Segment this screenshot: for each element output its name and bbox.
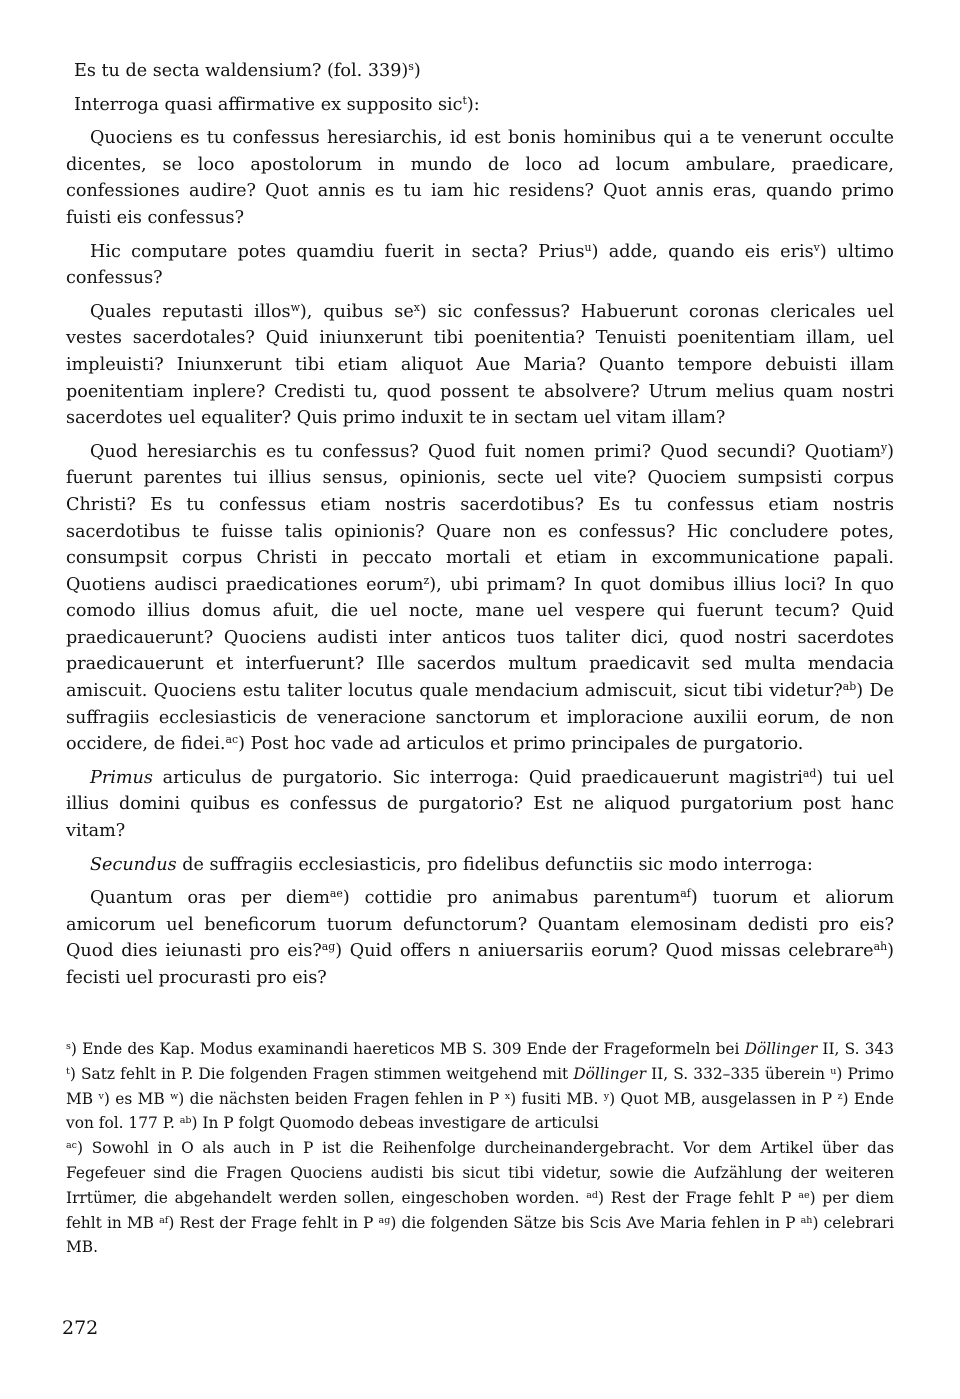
text-run: ) per diem fehlt in MB — [66, 1188, 894, 1232]
text-run: ) In P folgt Quomodo debeas investigare de articulsi — [191, 1114, 599, 1133]
text-run: ) ultimo confessus? — [66, 241, 894, 289]
text-run: ) Quid offers n aniuersariis eorum? Quod missas celebrare — [335, 941, 874, 962]
text-run: ) De suffragiis ecclesiasticis de veneracione sanctorum et imploracione auxilii eorum, de non occidere, de fidei. — [66, 681, 894, 755]
text-run: ), ubi primam? In quot domibus illius loci? In quo comodo illius domus afuit, die uel nocte, mane uel vespere qui fuerunt tecum? Quid praedicauerunt? Quociens audisti inter anticos tuos taliter dici, quod nostri sacerdotes praedicauerunt et interfuerunt? Ille sacerdos multum praedicavit sed multa mendacia amiscuit. Quociens estu taliter locutus quale mendacium admiscuit, sicut tibi videtur? — [66, 574, 894, 702]
footnote-marker: ac — [225, 733, 239, 747]
footnote-marker: ah — [800, 1214, 813, 1226]
footnote-marker: w — [290, 300, 300, 314]
footnote-marker: w — [170, 1090, 179, 1102]
footnote-marker: x — [413, 300, 420, 314]
text-run: II, S. 343 — [817, 1040, 894, 1058]
footnotes — [66, 1037, 894, 1260]
text-run: Es tu de secta waldensium? (fol. 339) — [74, 61, 409, 81]
footnote-marker: x — [504, 1090, 511, 1102]
footnote — [66, 1136, 894, 1260]
text-run: articulus de purgatorio. Sic interroga: Quid praedicauerunt magistri — [152, 767, 803, 788]
footnote-marker: ab — [179, 1115, 192, 1127]
text-run: ) adde, quando eis eris — [591, 241, 814, 262]
text-run: de suffragiis ecclesiasticis, pro fidelibus defunctiis sic modo interroga: — [176, 854, 813, 875]
text-run: Quociens es tu confessus heresiarchis, id est bonis hominibus qui a te venerunt occulte dicentes, se loco apostolorum in mundo de loco ad locum ambulare, praedicare, confessiones audire? Quot annis es tu iam hic residens? Quot annis eras, quando primo fuisti eis confessus? — [66, 128, 894, 228]
footnote-marker: y — [880, 440, 888, 454]
paragraph — [66, 885, 894, 991]
text-run: ) Satz fehlt in P. Die folgenden Fragen stimmen weitgehend mit — [69, 1064, 574, 1083]
text-run: ) sic confessus? Habuerunt coronas clericales uel vestes sacerdotales? Quid iniunxerunt tibi poenitentia? Tenuisti poenitentiam illam, uel impleuisti? Iniunxerunt tibi etiam aliquot Aue Maria? Quanto tempore debuisti illam poenitentiam inplere? Credisti tu, quod possent te absolvere? Utrum melius quam nostri sacerdotes uel equaliter? Quis primo induxit te in sectam uel vitam illam? — [66, 301, 894, 429]
text-run: ) die folgenden Sätze bis Scis Ave Maria fehlen in P — [390, 1213, 801, 1232]
footnote-marker: y — [603, 1090, 610, 1102]
text-run: ): — [466, 94, 480, 115]
footnote-marker: ac — [66, 1139, 78, 1151]
footnote-marker: ab — [842, 680, 857, 694]
text-run: ) Rest der Frage fehlt P — [597, 1188, 799, 1207]
footnote-marker: af — [159, 1214, 169, 1226]
footnote-marker: z — [423, 573, 430, 587]
text-run: ) Rest der Frage fehlt in P — [168, 1213, 379, 1232]
text-run: ) fecisti uel procurasti pro eis? — [66, 941, 895, 988]
text-run: ), quibus se — [299, 301, 414, 322]
italic-text: Secundus — [90, 854, 177, 875]
text-run: ) cottidie pro animabus parentum — [342, 888, 681, 909]
main-text — [66, 58, 894, 999]
footnote-marker: v — [98, 1090, 104, 1102]
footnote-marker: ae — [798, 1189, 810, 1201]
italic-text: Döllinger — [744, 1040, 818, 1058]
footnote-marker: v — [813, 240, 820, 254]
text-run: ) fuerunt parentes tui illius sensus, opinionis, secte uel vite? Quociem sumpsisti corpus Christi? Es tu confessus etiam nostris sacerdotibus? Es tu confessus etiam nostris sacerdotibus te fuisse talis opinionis? Quare non es confessus? Hic concludere potes, consumpsit corpus Christi in peccato mortali et etiam in excommunicatione papali. Quotiens audisci praedicationes eorum — [66, 441, 894, 595]
text-run: ) fusiti MB. — [510, 1089, 604, 1108]
paragraph — [66, 58, 894, 85]
paragraph — [66, 125, 894, 231]
text-run: ) Post hoc vade ad articulos et primo principales de purgatorio. — [238, 734, 804, 755]
footnote-marker: z — [837, 1090, 843, 1102]
text-run: Interroga quasi affirmative ex supposito sic — [74, 94, 463, 115]
text-run: ) tui uel illius domini quibus es confessus de purgatorio? Est ne aliquod purgatorium post hanc vitam? — [66, 767, 894, 842]
text-run: ) celebrari MB. — [66, 1213, 894, 1257]
paragraph — [66, 299, 894, 432]
text-run: Hic computare potes quamdiu fuerit in secta? Prius — [90, 241, 585, 262]
text-run: ) Primo MB — [66, 1064, 894, 1108]
footnote-marker: ag — [321, 940, 336, 954]
paragraph — [66, 92, 894, 119]
text-run: Quantum oras per diem — [90, 888, 330, 909]
footnote — [66, 1037, 894, 1136]
footnote-marker: ae — [329, 887, 343, 901]
text-run: ) es MB — [103, 1089, 171, 1108]
footnote-marker: af — [680, 887, 691, 901]
footnote-marker: u — [830, 1065, 837, 1077]
footnote-marker: ag — [378, 1214, 391, 1226]
text-run: Quod heresiarchis es tu confessus? Quod fuit nomen primi? Quod secundi? Quotiam — [90, 441, 881, 462]
italic-text: Primus — [90, 767, 153, 788]
footnote-marker: t — [66, 1065, 70, 1077]
text-run: ) Ende von fol. 177 P. — [66, 1089, 894, 1133]
paragraph — [66, 439, 894, 758]
text-run: ) — [413, 61, 421, 81]
text-run: ) die nächsten beiden Fragen fehlen in P — [178, 1089, 505, 1108]
text-run: ) Quot MB, ausgelassen in P — [609, 1089, 838, 1108]
footnote-marker: s — [66, 1040, 71, 1052]
footnote-marker: s — [408, 60, 414, 73]
footnote-marker: ad — [586, 1189, 598, 1201]
text-run: Quales reputasti illos — [90, 301, 291, 322]
page-number: 272 — [62, 1317, 99, 1339]
footnote-marker: u — [584, 240, 592, 254]
italic-text: Döllinger — [573, 1064, 646, 1083]
paragraph — [66, 765, 894, 845]
text-run: II, S. 332–335 überein — [645, 1064, 831, 1083]
footnote-marker: ad — [802, 766, 817, 780]
footnote-marker: ah — [873, 940, 888, 954]
text-run: ) Sowohl in O als auch in P ist die Reihenfolge durcheinandergebracht. Vor dem Artikel über das Fegefeuer sind die Fragen Quociens audisti bis sicut tibi videtur, sowie die Aufzählung der weiteren Irrtümer, die abgehandelt werden sollen, eingeschoben worden. — [66, 1139, 894, 1207]
text-run: ) tuorum et aliorum amicorum uel beneficorum tuorum defunctorum? Quantam elemosinam dedisti pro eis? Quod dies ieiunasti pro eis? — [66, 888, 894, 962]
paragraph — [66, 239, 894, 292]
paragraph — [66, 852, 894, 879]
text-run: ) Ende des Kap. Modus examinandi haereticos MB S. 309 Ende der Frageformeln bei — [70, 1040, 745, 1058]
footnote-marker: t — [462, 93, 467, 107]
